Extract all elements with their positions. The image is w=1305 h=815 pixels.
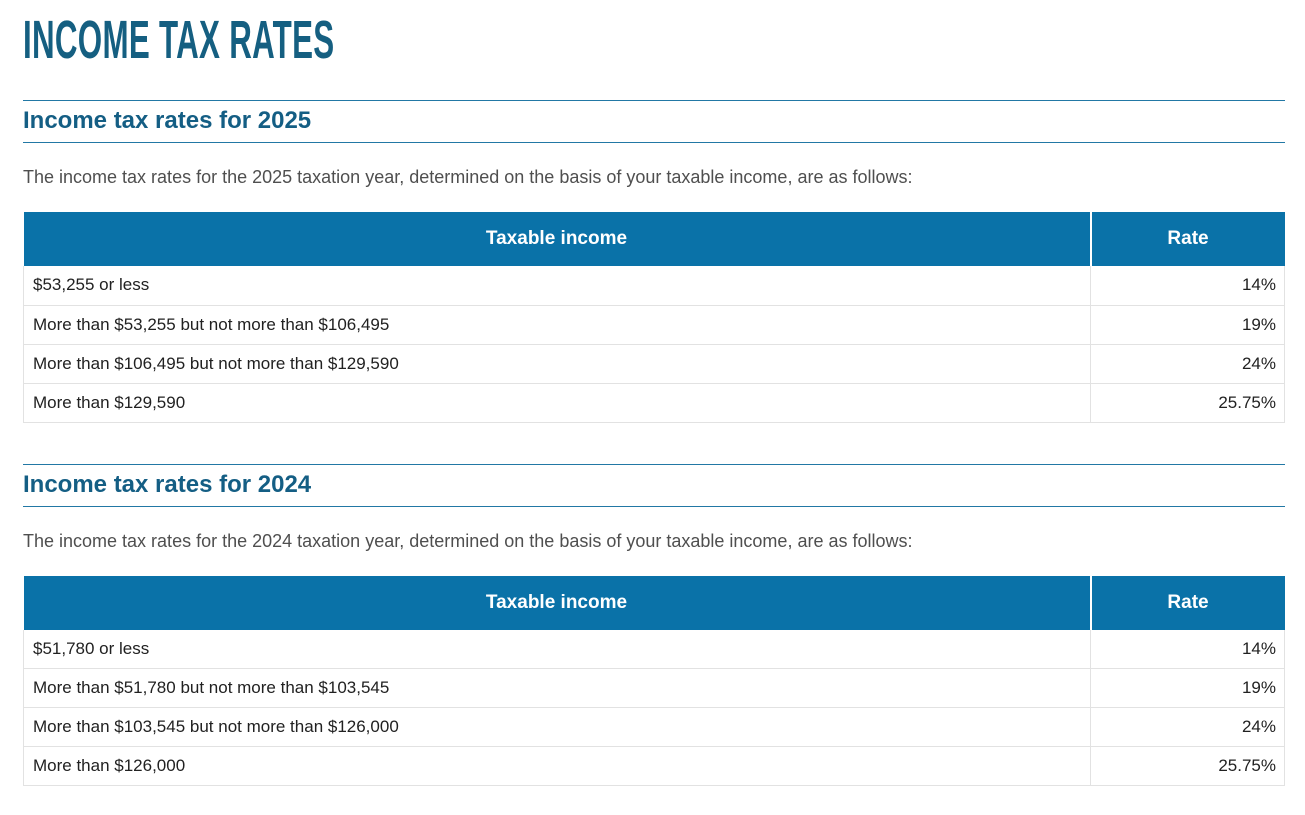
rate-cell: 25.75% (1091, 383, 1285, 422)
income-cell: More than $129,590 (24, 383, 1091, 422)
rate-cell: 19% (1091, 305, 1285, 344)
rate-cell: 24% (1091, 344, 1285, 383)
section-heading-2025: Income tax rates for 2025 (23, 100, 1285, 143)
rate-cell: 14% (1091, 630, 1285, 669)
income-cell: More than $126,000 (24, 747, 1091, 786)
intro-text-2024: The income tax rates for the 2024 taxation year, determined on the basis of your taxable income, are as follows: (23, 530, 913, 551)
tax-table-2024 (23, 576, 1285, 787)
table-row (24, 747, 1285, 786)
table-body (24, 630, 1285, 786)
col-header-rate: Rate (1091, 576, 1285, 630)
intro-text-2025: The income tax rates for the 2025 taxation year, determined on the basis of your taxable income, are as follows: (23, 167, 913, 187)
income-cell: More than $103,545 but not more than $126,000 (24, 708, 1091, 747)
table-row (24, 708, 1285, 747)
table-header (24, 576, 1285, 630)
col-header-taxable-income: Taxable income (24, 212, 1091, 266)
income-cell: More than $53,255 but not more than $106,495 (24, 305, 1091, 344)
section-2025 (23, 100, 1285, 423)
table-row (24, 344, 1285, 383)
rate-cell: 19% (1091, 669, 1285, 708)
page-title (23, 10, 1285, 70)
header-row (24, 212, 1285, 266)
income-cell: $51,780 or less (24, 630, 1091, 669)
rate-cell: 14% (1091, 266, 1285, 305)
table-row (24, 383, 1285, 422)
table-row (24, 669, 1285, 708)
section-2024 (23, 464, 1285, 787)
header-row (24, 576, 1285, 630)
table-body (24, 266, 1285, 422)
rate-cell: 25.75% (1091, 747, 1285, 786)
col-header-taxable-income: Taxable income (24, 576, 1091, 630)
income-cell: More than $106,495 but not more than $129,590 (24, 344, 1091, 383)
table-row (24, 630, 1285, 669)
tax-table-2025 (23, 212, 1285, 423)
table-row (24, 266, 1285, 305)
table-header (24, 212, 1285, 266)
table-row (24, 305, 1285, 344)
section-heading-2024: Income tax rates for 2024 (23, 464, 1285, 507)
col-header-rate: Rate (1091, 212, 1285, 266)
rate-cell: 24% (1091, 708, 1285, 747)
page-content (0, 10, 1305, 786)
income-cell: $53,255 or less (24, 266, 1091, 305)
income-cell: More than $51,780 but not more than $103,545 (24, 669, 1091, 708)
page-title-text: INCOME TAX RATES (23, 10, 335, 70)
